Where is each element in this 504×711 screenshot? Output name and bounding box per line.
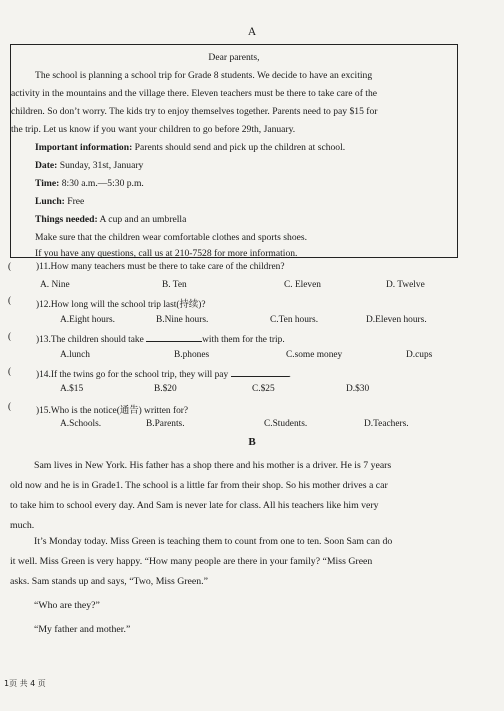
page-footer: 1页 共 4 页 (4, 679, 46, 688)
option: B.$20 (154, 384, 177, 394)
notice-body-line: children. So don’t worry. The kids try to enjoy themselves together. Parents need to pay $15 for (11, 106, 378, 117)
notice-important (35, 139, 481, 157)
passage-line: “My father and mother.” (34, 624, 131, 635)
option: C.Students. (264, 419, 308, 429)
things-label: Things needed: (35, 214, 98, 225)
passage-line: Sam lives in New York. His father has a shop there and his mother is a driver. He is 7 years (34, 460, 392, 471)
option: D.cups (406, 350, 433, 360)
question-text (36, 367, 291, 380)
date-label: Date: (35, 160, 58, 171)
option: C.$25 (252, 384, 275, 394)
passage-line: asks. Sam stands up and says, “Two, Miss Green.” (10, 576, 208, 587)
section-a-heading: A (247, 26, 257, 38)
option: D.Eleven hours. (366, 315, 427, 325)
answer-paren: ( (8, 262, 12, 272)
option: B.Parents. (146, 419, 185, 429)
notice-body-line: the trip. Let us know if you want your children to go before 29th, January. (11, 124, 296, 135)
time-text: 8:30 a.m.—5:30 p.m. (59, 178, 144, 189)
notice-body-line: activity in the mountains and the village there. Eleven teachers must be there to take care of the (11, 88, 378, 99)
time-label: Time: (35, 178, 60, 189)
passage-line: much. (10, 520, 35, 531)
notice-questions: If you have any questions, call us at 210-7528 for more information. (35, 248, 298, 259)
passage-line: old now and he is in Grade1. The school is a little far from their shop. So his mother drives a car (10, 480, 388, 491)
passage-line: to take him to school every day. And Sam is never late for class. All his teachers like him very (10, 500, 379, 511)
option: B. Ten (162, 280, 187, 290)
date-text: Sunday, 31st, January (57, 160, 144, 171)
question-text-before: )13.The children should take (36, 335, 147, 345)
notice-date (35, 157, 481, 175)
question-text-after: with them for the trip. (202, 335, 285, 345)
important-text: Parents should send and pick up the children at school. (132, 142, 346, 153)
important-label: Important information: (35, 142, 133, 153)
notice-things (35, 211, 481, 229)
option: A.lunch (60, 350, 90, 360)
question-text-after: . (288, 370, 291, 380)
question-text-before: )14.If the twins go for the school trip, they will pay (36, 370, 231, 380)
option: C.Ten hours. (270, 315, 319, 325)
passage-line: “Who are they?” (34, 600, 100, 611)
lunch-text: Free (64, 196, 85, 207)
notice-greeting: Dear parents, (208, 52, 260, 63)
option: D.$30 (346, 384, 370, 394)
question-text: )12.How long will the school trip last(持续)? (36, 300, 206, 310)
question-text (36, 332, 285, 345)
option: A.Schools. (60, 419, 102, 429)
option: A.Eight hours. (60, 315, 115, 325)
notice-make-sure: Make sure that the children wear comfortable clothes and sports shoes. (35, 232, 308, 243)
option: C. Eleven (284, 280, 321, 290)
lunch-label: Lunch: (35, 196, 65, 207)
option: A.$15 (60, 384, 84, 394)
passage-paragraph-4 (10, 620, 462, 640)
option: B.phones (174, 350, 210, 360)
option: A. Nine (40, 280, 70, 290)
answer-paren: ( (8, 367, 12, 377)
notice-body-line: The school is planning a school trip for Grade 8 students. We decide to have an exciting (35, 70, 373, 81)
question-text: )11.How many teachers must be there to take care of the children? (36, 262, 285, 272)
answer-paren: ( (8, 296, 12, 306)
answer-paren: ( (8, 332, 12, 342)
section-b-heading: B (248, 436, 256, 448)
passage-line: It’s Monday today. Miss Green is teaching them to count from one to ten. Soon Sam can do (34, 536, 393, 547)
passage-paragraph-3 (10, 596, 462, 616)
passage-paragraph-2 (10, 532, 462, 596)
answer-blank[interactable] (146, 332, 202, 342)
answer-paren: ( (8, 402, 12, 412)
option: D.Teachers. (364, 419, 409, 429)
notice-time (35, 175, 481, 193)
answer-blank[interactable] (231, 367, 289, 377)
notice-box (10, 44, 458, 258)
option: B.Nine hours. (156, 315, 209, 325)
question-text: )15.Who is the notice(通告) written for? (36, 406, 189, 416)
option: C.some money (286, 350, 343, 360)
option: D. Twelve (386, 280, 425, 290)
passage-paragraph-1 (10, 456, 462, 540)
things-text: A cup and an umbrella (97, 214, 187, 225)
notice-lunch (35, 193, 481, 211)
passage-line: it well. Miss Green is very happy. “How many people are there in your family? “Miss Green (10, 556, 373, 567)
